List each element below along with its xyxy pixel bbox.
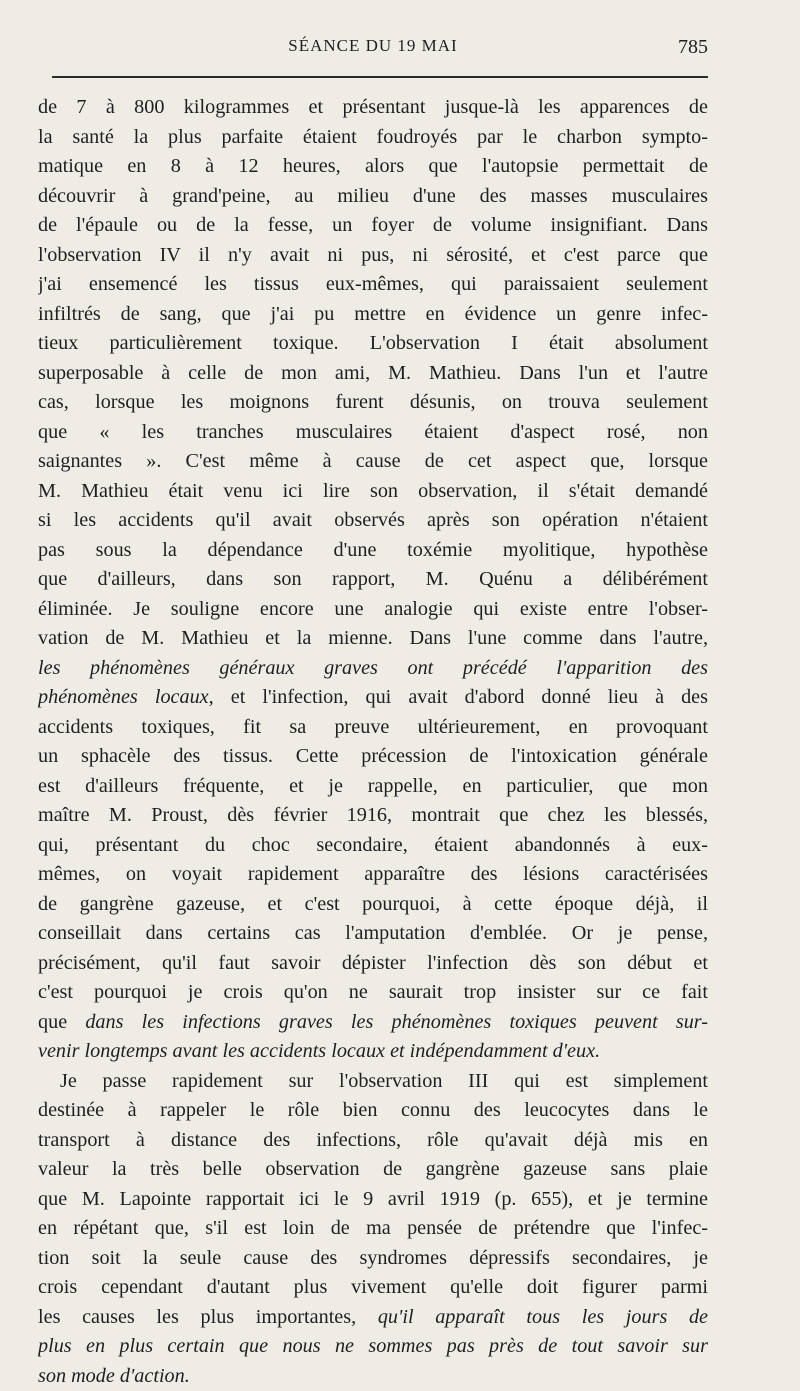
- text-line: de l'épaule ou de la fesse, un foyer de volume insignifiant. Dans: [38, 211, 708, 241]
- running-head: [38, 36, 708, 64]
- text-line: matique en 8 à 12 heures, alors que l'autopsie permettait de: [38, 152, 708, 182]
- text-line: vation de M. Mathieu et la mienne. Dans l'une comme dans l'autre,: [38, 624, 708, 654]
- italic-emphasis: son mode d'action.: [38, 1365, 190, 1387]
- text-line: pas sous la dépendance d'une toxémie myolitique, hypothèse: [38, 536, 708, 566]
- text-line: éliminée. Je souligne encore une analogie qui existe entre l'obser-: [38, 595, 708, 625]
- text-line: [38, 683, 708, 713]
- text-line: [38, 1008, 708, 1038]
- italic-emphasis: qu'il apparaît tous les jours de: [378, 1306, 708, 1328]
- text-line: [38, 1332, 708, 1362]
- text-line: transport à distance des infections, rôle qu'avait déjà mis en: [38, 1126, 708, 1156]
- text-line: de gangrène gazeuse, et c'est pourquoi, à cette époque déjà, il: [38, 890, 708, 920]
- body-text: [38, 93, 708, 1391]
- text-span: , et l'infection, qui avait d'abord donné lieu à des: [209, 686, 708, 708]
- italic-emphasis: phénomènes locaux: [38, 686, 209, 708]
- text-line: [38, 654, 708, 684]
- text-line: Je passe rapidement sur l'observation III qui est simplement: [38, 1067, 708, 1097]
- text-line: destinée à rappeler le rôle bien connu des leucocytes dans le: [38, 1096, 708, 1126]
- text-line: tion soit la seule cause des syndromes dépressifs secondaires, je: [38, 1244, 708, 1274]
- text-line: précisément, qu'il faut savoir dépister l'infection dès son début et: [38, 949, 708, 979]
- text-line: saignantes ». C'est même à cause de cet aspect que, lorsque: [38, 447, 708, 477]
- text-span: les causes les plus importantes,: [38, 1306, 378, 1328]
- text-line: l'observation IV il n'y avait ni pus, ni sérosité, et c'est parce que: [38, 241, 708, 271]
- text-line: un sphacèle des tissus. Cette précession de l'intoxication générale: [38, 742, 708, 772]
- italic-emphasis: plus en plus certain que nous ne sommes pas près de tout savoir sur: [38, 1335, 708, 1357]
- text-line: crois cependant d'autant plus vivement qu'elle doit figurer parmi: [38, 1273, 708, 1303]
- running-title: SÉANCE DU 19 MAI: [38, 36, 708, 56]
- text-line: c'est pourquoi je crois qu'on ne saurait trop insister sur ce fait: [38, 978, 708, 1008]
- text-line: valeur la très belle observation de gangrène gazeuse sans plaie: [38, 1155, 708, 1185]
- text-line: [38, 1037, 708, 1067]
- text-line: qui, présentant du choc secondaire, étaient abandonnés à eux-: [38, 831, 708, 861]
- page-number: 785: [678, 36, 708, 59]
- text-line: découvrir à grand'peine, au milieu d'une des masses musculaires: [38, 182, 708, 212]
- text-line: accidents toxiques, fit sa preuve ultérieurement, en provoquant: [38, 713, 708, 743]
- text-line: mêmes, on voyait rapidement apparaître des lésions caractérisées: [38, 860, 708, 890]
- text-line: tieux particulièrement toxique. L'observation I était absolument: [38, 329, 708, 359]
- text-line: superposable à celle de mon ami, M. Mathieu. Dans l'un et l'autre: [38, 359, 708, 389]
- header-rule: [52, 76, 708, 78]
- text-line: maître M. Proust, dès février 1916, montrait que chez les blessés,: [38, 801, 708, 831]
- text-line: [38, 1303, 708, 1333]
- text-line: M. Mathieu était venu ici lire son observation, il s'était demandé: [38, 477, 708, 507]
- text-line: est d'ailleurs fréquente, et je rappelle, en particulier, que mon: [38, 772, 708, 802]
- text-line: conseillait dans certains cas l'amputation d'emblée. Or je pense,: [38, 919, 708, 949]
- text-line: de 7 à 800 kilogrammes et présentant jusque-là les apparences de: [38, 93, 708, 123]
- text-line: cas, lorsque les moignons furent désunis, on trouva seulement: [38, 388, 708, 418]
- text-line: [38, 1362, 708, 1391]
- text-line: que d'ailleurs, dans son rapport, M. Quénu a délibérément: [38, 565, 708, 595]
- text-line: j'ai ensemencé les tissus eux-mêmes, qui paraissaient seulement: [38, 270, 708, 300]
- italic-emphasis: venir longtemps avant les accidents locaux et indépendamment d'eux.: [38, 1040, 600, 1062]
- text-line: infiltrés de sang, que j'ai pu mettre en évidence un genre infec-: [38, 300, 708, 330]
- paragraph-1: [38, 93, 708, 1067]
- text-span: que: [38, 1011, 85, 1033]
- paragraph-2: [38, 1067, 708, 1391]
- text-line: en répétant que, s'il est loin de ma pensée de prétendre que l'infec-: [38, 1214, 708, 1244]
- italic-emphasis: dans les infections graves les phénomènes toxiques peuvent sur-: [85, 1011, 708, 1033]
- text-line: que « les tranches musculaires étaient d'aspect rosé, non: [38, 418, 708, 448]
- text-line: si les accidents qu'il avait observés après son opération n'étaient: [38, 506, 708, 536]
- italic-emphasis: les phénomènes généraux graves ont précédé l'apparition des: [38, 657, 708, 679]
- text-line: que M. Lapointe rapportait ici le 9 avril 1919 (p. 655), et je termine: [38, 1185, 708, 1215]
- text-line: la santé la plus parfaite étaient foudroyés par le charbon sympto-: [38, 123, 708, 153]
